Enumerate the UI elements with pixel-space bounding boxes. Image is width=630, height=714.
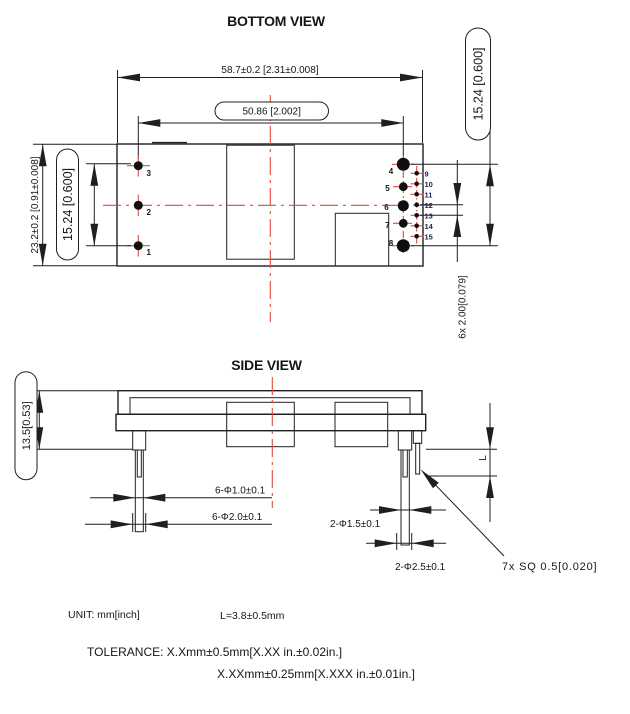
pin-standoff: [133, 431, 146, 450]
pin-10: [414, 182, 419, 187]
arrowhead-left: [143, 494, 165, 502]
pin-label-4: 4: [388, 167, 394, 176]
inner-component-square: [335, 213, 388, 266]
pin-label-11: 11: [424, 190, 433, 200]
pin-label-6: 6: [384, 203, 389, 212]
pin-14: [414, 224, 419, 229]
dim-pin-dia-large: [85, 512, 272, 532]
notes: [68, 609, 415, 681]
pin-2: [134, 201, 143, 210]
pin-label-1: 1: [146, 248, 151, 257]
pin-label-13: 13: [424, 211, 433, 221]
dim-pin-height-left-text: 15.24 [0.600]: [61, 168, 75, 241]
pin-label-15: 15: [424, 232, 433, 242]
side-square-pin: [413, 431, 421, 474]
pin-3: [134, 161, 143, 170]
bottom-view: [30, 13, 498, 339]
arrowhead-up: [486, 164, 494, 186]
square-pin-callout: [421, 470, 598, 574]
pin-11: [414, 192, 419, 197]
dim-pin-dia-small: [90, 486, 272, 502]
pin-9: [414, 171, 419, 176]
dim-pin-length: [426, 403, 497, 522]
dim-overall-width-text: 58.7±0.2 [2.31±0.008]: [221, 65, 319, 76]
dim-pin-height-left: [57, 149, 132, 260]
dim-overall-height-text: 23.2±0.2 [0.91±0.008]: [30, 156, 41, 254]
dim-pin-pitch: [453, 160, 468, 339]
arrowhead-down: [486, 224, 494, 246]
inner-component-tall: [227, 145, 295, 259]
dim-total-height-text: 13.5[0.53]: [21, 401, 33, 451]
pin-6: [398, 200, 409, 211]
pin-4: [397, 158, 410, 171]
tolerance-line-1: TOLERANCE: X.Xmm±0.5mm[X.XX in.±0.02in.]: [87, 645, 343, 659]
arrowhead-right: [111, 520, 133, 528]
arrowhead-up: [486, 476, 494, 498]
arrowhead-left: [409, 506, 431, 514]
pin-shaft: [416, 443, 420, 474]
arrowhead-up: [453, 215, 461, 237]
side-left-pin: [133, 431, 146, 532]
pin-label-8: 8: [388, 239, 394, 248]
dim-pin2-dia-large: [366, 533, 446, 573]
pin-label-3: 3: [146, 169, 151, 178]
arrowhead-right: [113, 494, 135, 502]
pin-1: [134, 241, 143, 250]
pin-standoff: [413, 431, 421, 444]
bottom-view-title: BOTTOM VIEW: [227, 13, 325, 29]
side-right-pin: [398, 431, 411, 545]
side-body-inner: [130, 398, 410, 415]
pin-12: [414, 203, 419, 208]
pin-shaft: [135, 450, 143, 532]
arrowhead-down: [90, 224, 98, 246]
dim-pin-span-label: [215, 102, 329, 120]
pin-label-2: 2: [146, 208, 151, 217]
dim-pin-dia-small-text: 6-Φ1.0±0.1: [215, 485, 266, 497]
pin-5: [399, 182, 408, 191]
pin-standoff: [398, 431, 411, 450]
pin-8: [397, 239, 410, 252]
dim-pin2-dia-large-text: 2-Φ2.5±0.1: [395, 562, 446, 573]
pin-length-note: L=3.8±0.5mm: [220, 610, 285, 622]
arrowhead-left: [138, 119, 160, 127]
arrowhead-up: [90, 164, 98, 186]
pin-7: [399, 219, 408, 228]
pin-shaft: [401, 450, 409, 545]
arrowhead-down: [486, 427, 494, 449]
tolerance-line-2: X.XXmm±0.25mm[X.XXX in.±0.01in.]: [217, 667, 415, 681]
arrowhead-right: [400, 74, 423, 82]
side-core-left: [227, 402, 295, 446]
side-view-title: SIDE VIEW: [231, 357, 302, 373]
arrowhead-down: [453, 183, 461, 205]
dim-pin2-dia-small: [330, 506, 446, 530]
pin-shaft-inner: [403, 450, 407, 477]
arrowhead-left: [412, 539, 434, 547]
dim-pin-length-text: L: [478, 455, 489, 461]
arrowhead-left: [118, 74, 141, 82]
dim-pin-height-right-text: 15.24 [0.600]: [471, 47, 486, 121]
unit-note: UNIT: mm[inch]: [68, 609, 140, 621]
square-pin-note-text: 7x SQ 0.5[0.020]: [502, 561, 598, 573]
pin-label-10: 10: [424, 179, 433, 189]
side-core-right: [335, 402, 388, 446]
pin-label-9: 9: [424, 169, 429, 179]
centerlines: [103, 95, 432, 322]
dim-pin-pitch-text: 6x 2.00[0.079]: [457, 275, 469, 339]
pin-label-14: 14: [424, 221, 433, 231]
arrowhead-right: [375, 539, 397, 547]
pin-label-12: 12: [424, 200, 433, 210]
dim-pin-dia-large-text: 6-Φ2.0±0.1: [212, 512, 263, 523]
dim-pin-span-text: 50.86 [2.002]: [242, 106, 301, 118]
pin-labels: [147, 167, 434, 257]
arrowhead-right: [381, 119, 403, 127]
arrowhead-left: [146, 520, 168, 528]
pin-15: [414, 234, 419, 239]
pin-13: [414, 213, 419, 218]
pin-label-7: 7: [385, 221, 390, 230]
side-view: [15, 357, 597, 573]
dim-pin2-dia-small-text: 2-Φ1.5±0.1: [330, 519, 381, 530]
side-body: [116, 391, 426, 447]
arrowhead-right: [379, 506, 401, 514]
pin-label-5: 5: [385, 184, 390, 193]
pin-shaft-inner: [137, 450, 141, 477]
side-body-flange: [116, 414, 426, 430]
